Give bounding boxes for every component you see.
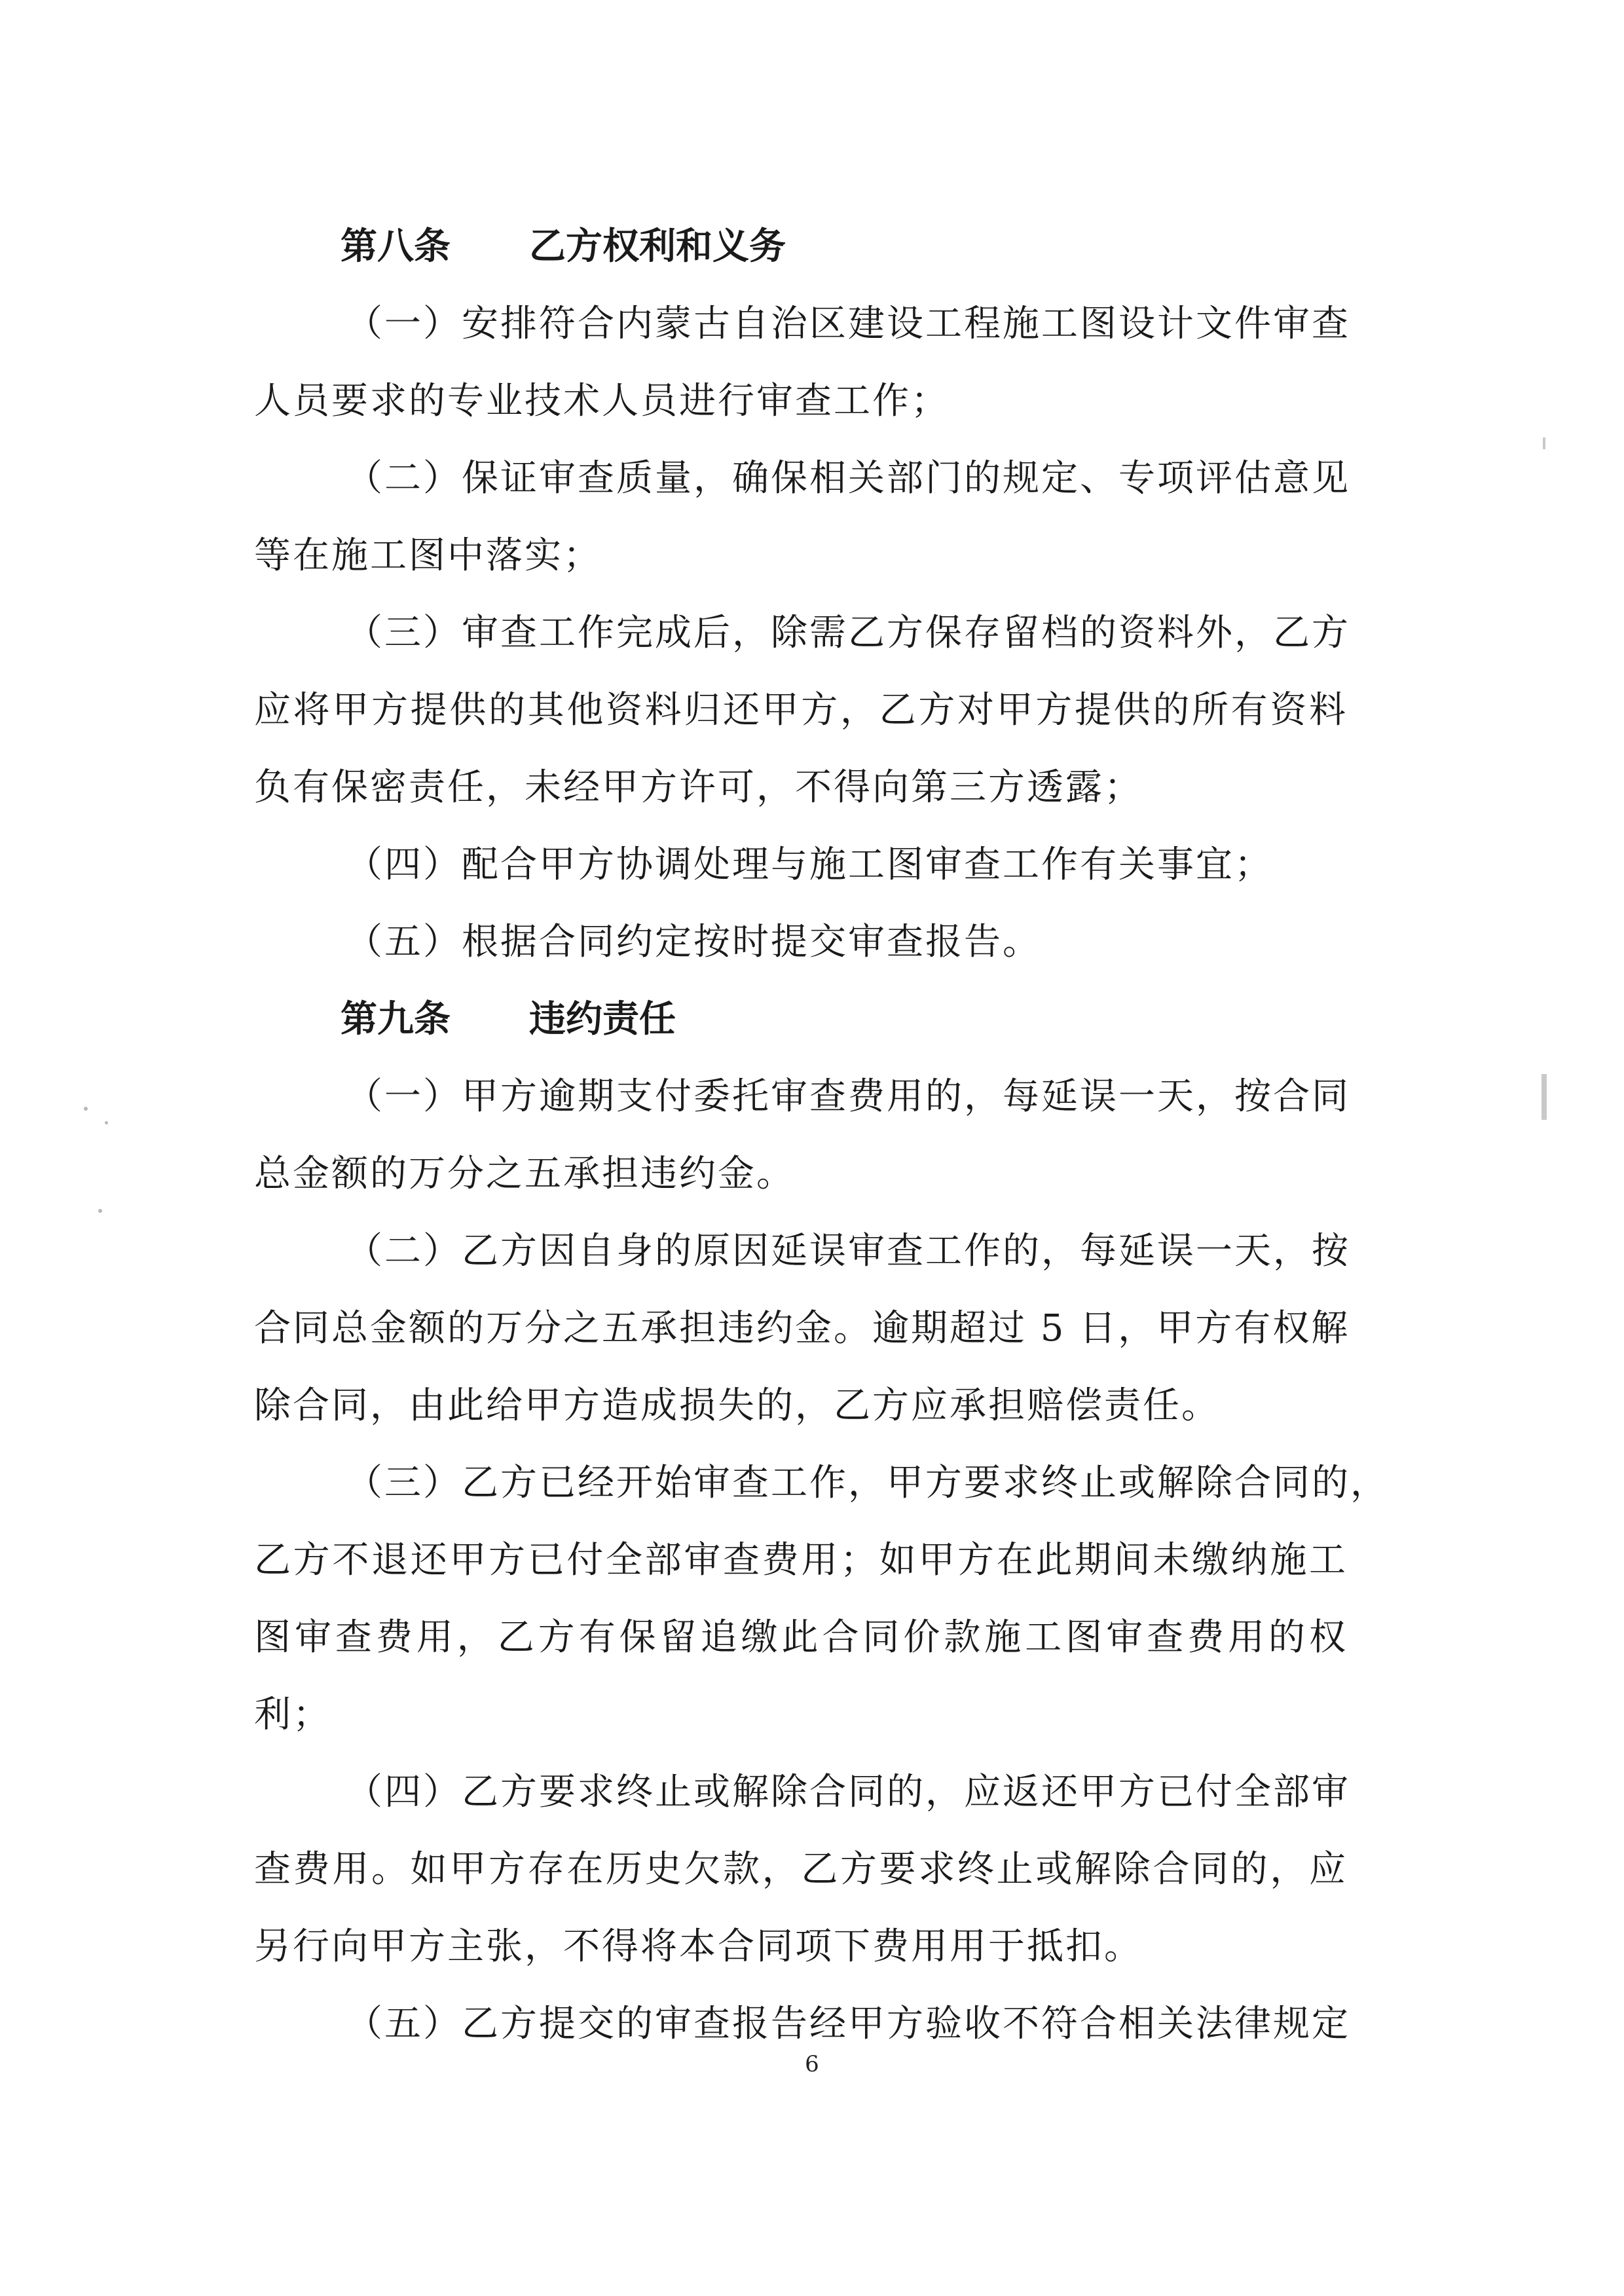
article-9-clause-3-line-3: 图审查费用，乙方有保留追缴此合同价款施工图审查费用的权 — [254, 1616, 1348, 1659]
article-8-clause-2-line-2: 等在施工图中落实； — [254, 534, 602, 577]
article-8-clause-3-line-3: 负有保密责任，未经甲方许可，不得向第三方透露； — [254, 766, 1143, 809]
article-9-clause-4-line-1: （四）乙方要求终止或解除合同的，应返还甲方已付全部审 — [346, 1771, 1350, 1813]
article-9-clause-4-line-3: 另行向甲方主张，不得将本合同项下费用用于抵扣。 — [254, 1925, 1143, 1968]
article-9-clause-2-line-3: 除合同，由此给甲方造成损失的，乙方应承担赔偿责任。 — [254, 1384, 1220, 1427]
article-8-number: 第八条 — [341, 225, 451, 268]
article-9-clause-5-line-1: （五）乙方提交的审查报告经甲方验收不符合相关法律规定 — [346, 2003, 1350, 2045]
article-8-clause-3-line-2: 应将甲方提供的其他资料归还甲方，乙方对甲方提供的所有资料 — [254, 689, 1348, 731]
article-8-clause-2-line-1: （二）保证审查质量，确保相关部门的规定、专项评估意见 — [346, 457, 1350, 500]
scan-edge-mark-2 — [1543, 437, 1545, 449]
article-8-title: 乙方权利和义务 — [529, 225, 786, 268]
article-8-clause-3-line-1: （三）审查工作完成后，除需乙方保存留档的资料外，乙方 — [346, 612, 1350, 654]
article-9-clause-1-line-1: （一）甲方逾期支付委托审查费用的，每延误一天，按合同 — [346, 1075, 1350, 1118]
article-9-clause-3-line-2: 乙方不退还甲方已付全部审查费用；如甲方在此期间未缴纳施工 — [254, 1539, 1348, 1582]
page-number: 6 — [805, 2051, 819, 2077]
article-9-title: 违约责任 — [529, 998, 676, 1041]
contract-text — [254, 208, 1389, 2063]
article-9-clause-2-line-1: （二）乙方因自身的原因延误审查工作的，每延误一天，按 — [346, 1230, 1350, 1272]
article-9-clause-1-line-2: 总金额的万分之五承担违约金。 — [254, 1153, 795, 1195]
article-9-clause-2-line-2: 合同总金额的万分之五承担违约金。逾期超过 5 日，甲方有权解 — [254, 1307, 1350, 1350]
article-8-heading — [254, 208, 1348, 286]
scan-edge-mark — [1541, 1074, 1547, 1120]
article-9-clause-4-line-2: 查费用。如甲方存在历史欠款，乙方要求终止或解除合同的，应 — [254, 1848, 1348, 1891]
article-9-clause-3-line-4: 利； — [254, 1694, 331, 1736]
article-9-number: 第九条 — [341, 998, 451, 1041]
article-8-clause-4-line-1: （四）配合甲方协调处理与施工图审查工作有关事宜； — [346, 843, 1273, 886]
article-9-heading — [254, 981, 1348, 1058]
article-8-clause-5-line-1: （五）根据合同约定按时提交审查报告。 — [346, 921, 1041, 963]
article-8-clause-1-line-2: 人员要求的专业技术人员进行审查工作； — [254, 380, 950, 422]
article-8-clause-1-line-1: （一）安排符合内蒙古自治区建设工程施工图设计文件审查 — [346, 303, 1350, 345]
article-9-clause-3-line-1: （三）乙方已经开始审查工作，甲方要求终止或解除合同的， — [346, 1462, 1389, 1504]
